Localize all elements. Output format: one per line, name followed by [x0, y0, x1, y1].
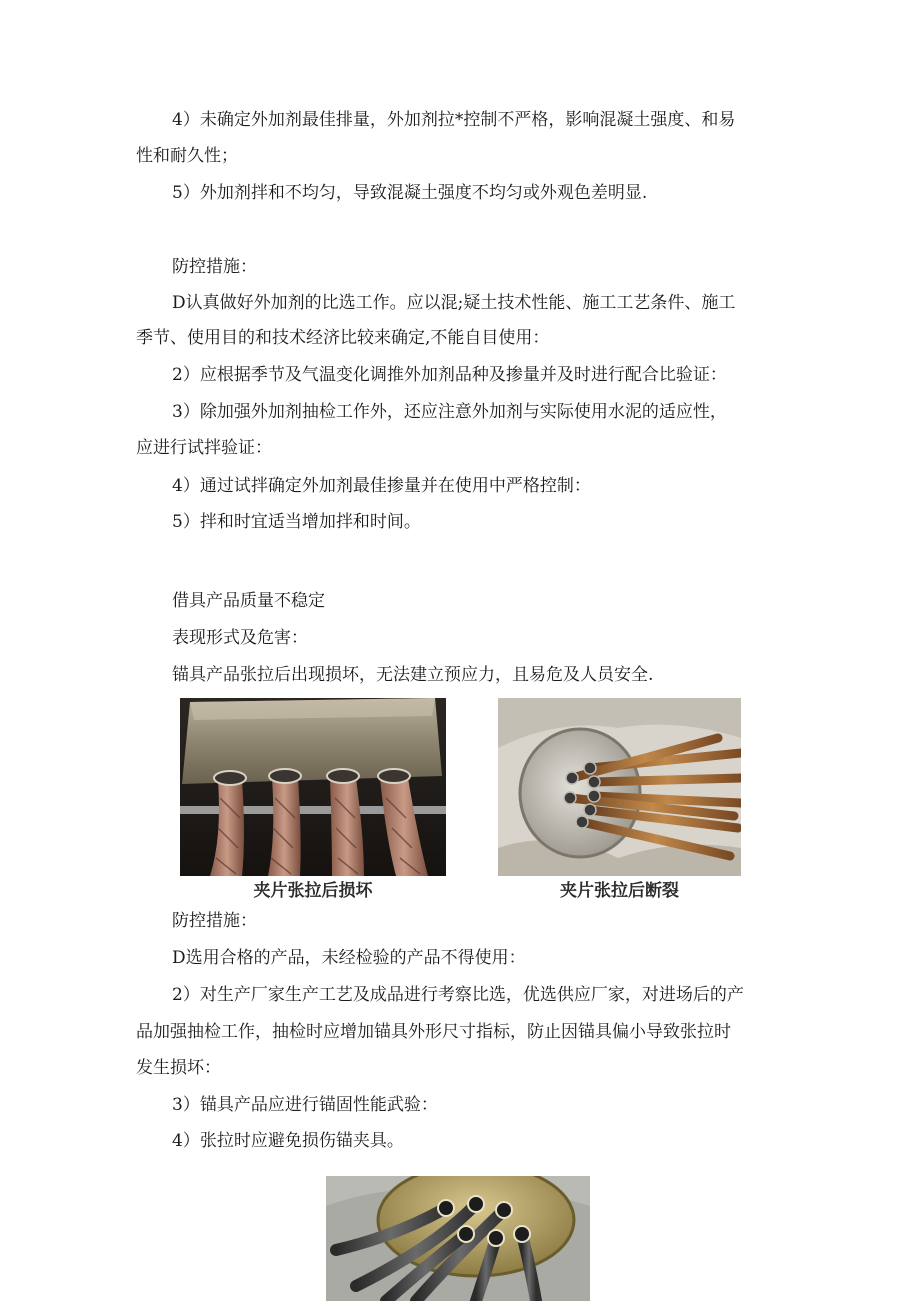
measure-1-line-2: 季节、使用目的和技术经济比较来确定,不能自目使用： — [136, 328, 550, 348]
measure-3-line-1: 3）除加强外加剂抽检工作外，还应注意外加剂与实际使用水泥的适应性， — [172, 402, 727, 422]
section-subheading: 表现形式及危害： — [172, 628, 308, 648]
item-4-line-2: 性和耐久性； — [136, 146, 238, 166]
measure2-2-line-2: 品加强抽检工作，抽检时应增加锚具外形尺寸指标，防止因锚具偏小导致张拉时 — [136, 1022, 731, 1042]
measure-5: 5）拌和时宜适当增加拌和时间。 — [172, 512, 421, 532]
measure2-2-line-3: 发生损坏： — [136, 1058, 221, 1078]
measure2-2-line-1: 2）对生产厂家生产工艺及成品进行考察比选，优选供应厂家，对进场后的产 — [172, 985, 744, 1005]
measure-2: 2）应根据季节及气温变化调推外加剂品种及掺量并及时进行配合比验证： — [172, 365, 727, 385]
item-4-line-1: 4）未确定外加剂最佳排量，外加剂拉*控制不严格，影响混凝土强度、和易 — [172, 110, 736, 130]
photo-1-caption: 夹片张拉后损坏 — [253, 881, 373, 901]
anchor-damage-photo — [180, 698, 446, 876]
section-description: 锚具产品张拉后出现损坏，无法建立预应力，且易危及人员安全. — [172, 665, 654, 685]
measure2-3: 3）锚具产品应进行锚固性能武验： — [172, 1095, 438, 1115]
section-title: 借具产品质量不稳定 — [172, 591, 325, 611]
measures-heading: 防控措施： — [172, 257, 257, 277]
anchor-fracture-photo — [498, 698, 741, 876]
measure-3-line-2: 应进行试拌验证： — [136, 438, 272, 458]
measure-4: 4）通过试拌确定外加剂最佳掺量并在使用中严格控制： — [172, 476, 591, 496]
anchor-strands-photo — [326, 1176, 590, 1301]
measure-1-line-1: D认真做好外加剂的比选工作。应以混;疑土技术性能、施工工艺条件、施工 — [172, 293, 736, 313]
photo-2-caption: 夹片张拉后断裂 — [560, 881, 679, 901]
measure2-4: 4）张拉时应避免损伤锚夹具。 — [172, 1131, 404, 1151]
measure2-1: D选用合格的产品，未经检验的产品不得使用： — [172, 948, 526, 968]
measures-2-heading: 防控措施： — [172, 911, 257, 931]
item-5: 5）外加剂拌和不均匀，导致混凝土强度不均匀或外观色差明显. — [172, 183, 648, 203]
